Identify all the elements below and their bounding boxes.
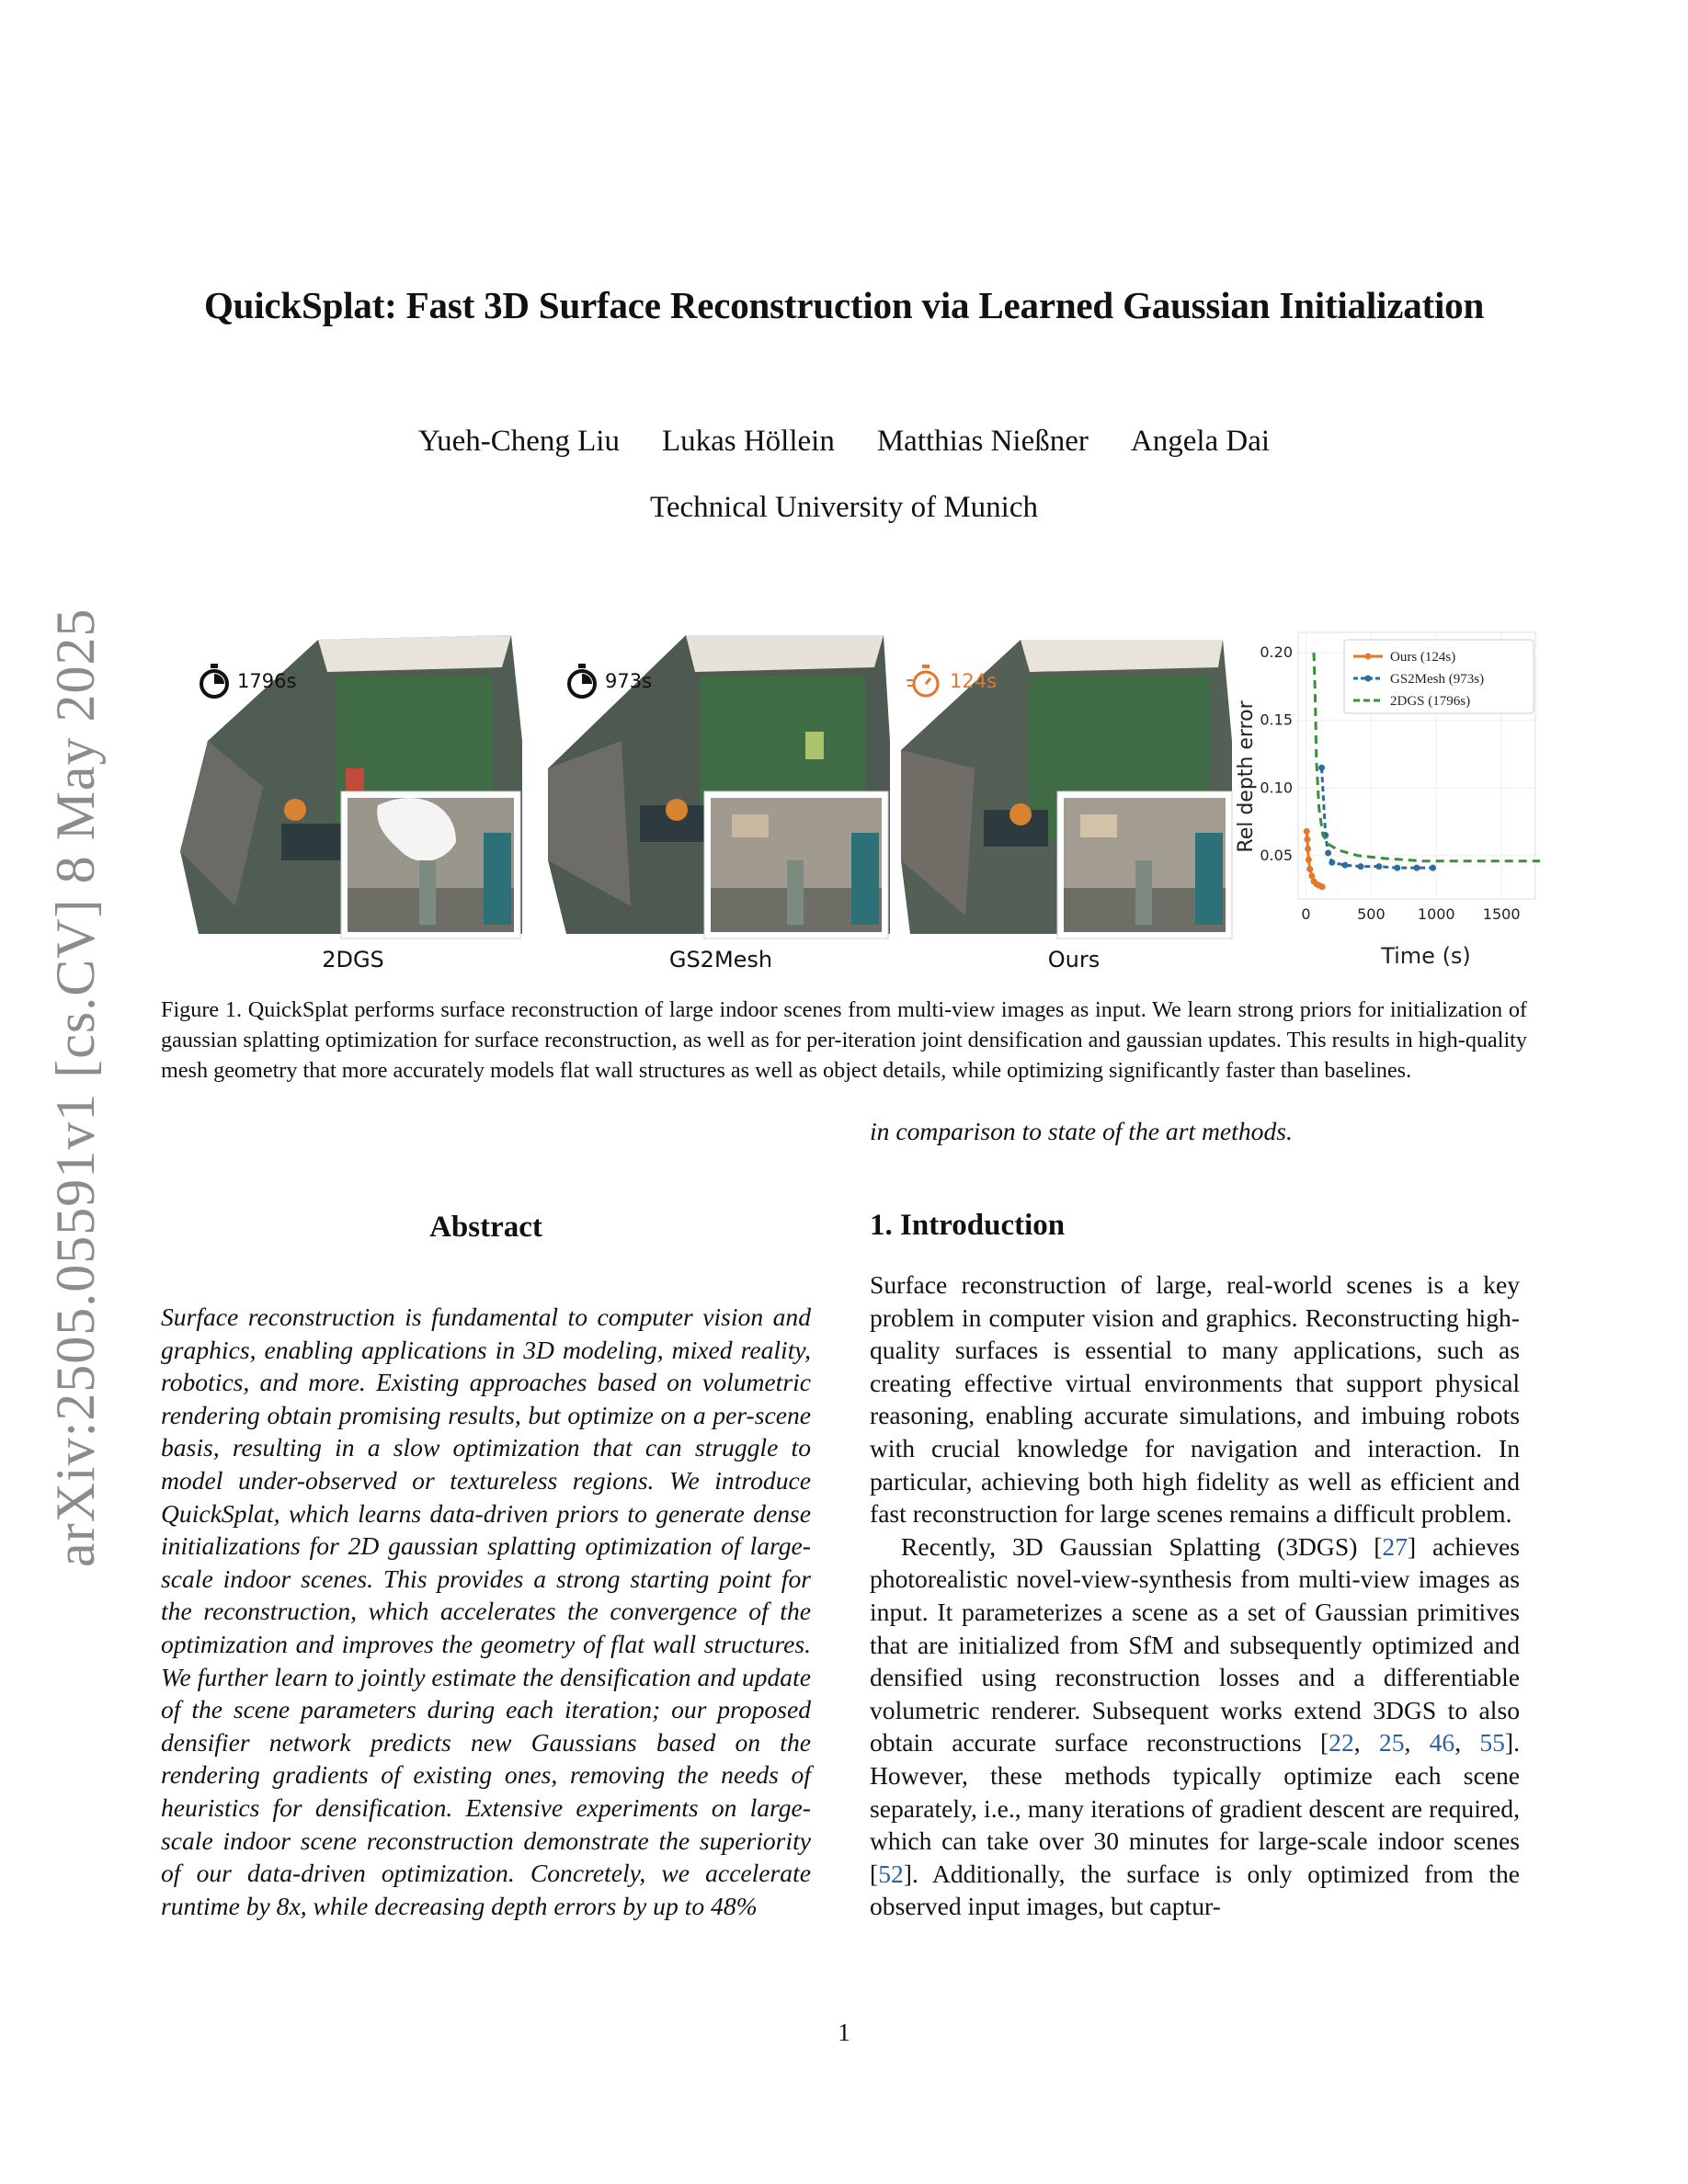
- y-tick-label: 0.10: [1260, 779, 1293, 797]
- figure-panel-2dgs: [180, 631, 526, 943]
- runtime-value: 124s: [950, 670, 998, 692]
- citation-link[interactable]: 55: [1479, 1728, 1505, 1757]
- y-tick-label: 0.20: [1260, 643, 1293, 662]
- panel-label: Ours: [1047, 947, 1101, 973]
- text-run: Recently, 3D Gaussian Splatting (3DGS) [: [901, 1531, 1383, 1561]
- intro-paragraph: Surface reconstruction of large, real-world scenes is a key problem in computer vision and graphics. Reconstructing high-quality surfaces is essential to many applications, such as creating effective virtual environments that support physical reasoning, enabling accurate simulations, and imbuing robots with crucial knowledge for navigation and interaction. In particular, achieving both high fidelity as well as efficient and fast reconstruction for large scenes remains a difficult problem.: [870, 1270, 1520, 1529]
- x-tick-label: 1000: [1417, 905, 1455, 923]
- stopwatch-icon: [199, 664, 230, 699]
- affiliation: Technical University of Munich: [650, 491, 1038, 524]
- abstract-heading: [161, 1211, 811, 1245]
- author-name: Matthias Nießner: [876, 425, 1089, 458]
- legend-entry: Ours (124s): [1390, 650, 1456, 665]
- text-run: ] achieves photorealistic novel-view-synthesis from multi-view images as input. It parameterizes a scene as a set of Gaussian primitives that are initialized from SfM and subsequently optimized and densified using reconstruction losses and a differentiable volumetric renderer. Subsequent works extend 3DGS to also obtain accurate surface reconstructions [: [870, 1531, 1521, 1757]
- text-run: ]. Additionally, the surface is only optimized from the observed input images, but captur-: [870, 1859, 1520, 1921]
- legend-entry: 2DGS (1796s): [1390, 694, 1471, 709]
- depth-error-chart: [1232, 623, 1545, 973]
- page-number: 1: [838, 2019, 850, 2046]
- x-tick-label: 0: [1301, 905, 1311, 923]
- fast-stopwatch-icon: [906, 664, 942, 699]
- data-point: [1325, 849, 1331, 856]
- legend-marker: [1365, 654, 1372, 660]
- data-point: [1375, 863, 1382, 870]
- data-point: [1394, 865, 1400, 871]
- figure-panel-gs2mesh: [548, 631, 894, 943]
- data-point: [1430, 865, 1436, 871]
- runtime-value: 1796s: [237, 670, 297, 692]
- citation-link[interactable]: 27: [1382, 1531, 1408, 1561]
- legend-marker: [1365, 676, 1372, 682]
- panel-label: GS2Mesh: [668, 947, 773, 973]
- chart-svg: [1232, 623, 1545, 973]
- section-heading: Abstract: [429, 1211, 542, 1244]
- text-run: ]. However, these methods typically optimize each scene separately, i.e., many iterations of gradient descent are required, which can take over 30 minutes for large-scale indoor scenes [: [870, 1728, 1521, 1888]
- introduction-body: [870, 1268, 1520, 1923]
- legend-entry: GS2Mesh (973s): [1390, 672, 1485, 687]
- data-point: [1304, 836, 1310, 843]
- data-point: [1305, 846, 1311, 852]
- arxiv-identifier: arXiv:2505.05591v1 [cs.CV] 8 May 2025: [45, 608, 106, 1567]
- data-point: [1306, 857, 1312, 863]
- panel-label: 2DGS: [322, 947, 384, 973]
- x-tick-label: 1500: [1482, 905, 1521, 923]
- figure-panel-ours: [901, 631, 1247, 943]
- y-tick-label: 0.05: [1260, 846, 1293, 864]
- citation-link[interactable]: 52: [878, 1859, 904, 1888]
- author-name: Yueh-Cheng Liu: [417, 425, 620, 458]
- runtime-badge: [906, 664, 997, 699]
- runtime-badge: [566, 664, 652, 699]
- paper-title: QuickSplat: Fast 3D Surface Reconstruction via Learned Gaussian Initialization: [203, 284, 1485, 326]
- y-axis-label: Rel depth error: [1235, 700, 1258, 853]
- data-point: [1414, 865, 1420, 871]
- x-axis-label: Time (s): [1381, 943, 1471, 969]
- data-point: [1306, 866, 1313, 872]
- figure-caption: Figure 1. QuickSplat performs surface reconstruction of large indoor scenes from multi-view images as input. We learn strong priors for initialization of gaussian splatting optimization for surface reconstruction, as well as for per-iteration joint densification and gaussian updates. This results in high-quality mesh geometry that more accurately models flat wall structures as well as object details, while optimizing significantly faster than baselines.: [161, 997, 1527, 1083]
- citation-link[interactable]: 46: [1429, 1728, 1455, 1757]
- abstract-body: [161, 1301, 811, 1922]
- stopwatch-icon: [566, 664, 598, 699]
- intro-paragraph: Recently, 3D Gaussian Splatting (3DGS) [27] achieves photorealistic novel-view-synthesis from multi-view images as input. It parameterizes a scene as a set of Gaussian primitives that are initialized from SfM and subsequently optimized and densified using reconstruction losses and a differentiable volumetric renderer. Subsequent works extend 3DGS to also obtain accurate surface reconstructions [22, 25, 46, 55]. However, these methods typically optimize each scene separately, i.e., many iterations of gradient descent are required, which can take over 30 minutes for large-scale indoor scenes [52]. Additionally, the surface is only optimized from the observed input images, but captur-: [870, 1531, 1521, 1921]
- citation-link[interactable]: 22: [1329, 1728, 1354, 1757]
- author-name: Lukas Höllein: [661, 425, 835, 458]
- introduction-heading: [870, 1210, 1520, 1243]
- continued-text: in comparison to state of the art methods.: [870, 1117, 1293, 1145]
- data-point: [1319, 883, 1326, 890]
- data-point: [1304, 828, 1310, 835]
- x-tick-label: 500: [1357, 905, 1386, 923]
- section-heading: 1. Introduction: [870, 1209, 1066, 1242]
- runtime-value: 973s: [605, 670, 653, 692]
- data-point: [1329, 859, 1335, 866]
- data-point: [1342, 862, 1349, 869]
- abstract-text: Surface reconstruction is fundamental to computer vision and graphics, enabling applications in 3D modeling, mixed reality, robotics, and more. Existing approaches based on volumetric rendering obtain promising results, but optimize on a per-scene basis, resulting in a slow optimization that can struggle to model under-observed or textureless regions. We introduce QuickSplat, which learns data-driven priors to generate dense initializations for 2D gaussian splatting optimization of large-scale indoor scenes. This provides a strong starting point for the reconstruction, which accelerates the convergence of the optimization and improves the geometry of flat wall structures. We further learn to jointly estimate the densification and update of the scene parameters during each iteration; our proposed densifier network predicts new Gaussians based on the rendering gradients of existing ones, removing the needs of heuristics for densification. Extensive experiments on large-scale indoor scene reconstruction demonstrate the superiority of our data-driven optimization. Concretely, we accelerate runtime by 8x, while decreasing depth errors by up to 48%: [161, 1302, 811, 1920]
- author-name: Angela Dai: [1130, 425, 1271, 458]
- data-point: [1318, 765, 1325, 771]
- y-tick-label: 0.15: [1260, 711, 1293, 729]
- author-list: [0, 425, 1688, 459]
- citation-link[interactable]: 25: [1378, 1728, 1405, 1757]
- data-point: [1358, 863, 1364, 870]
- runtime-badge: [199, 664, 296, 699]
